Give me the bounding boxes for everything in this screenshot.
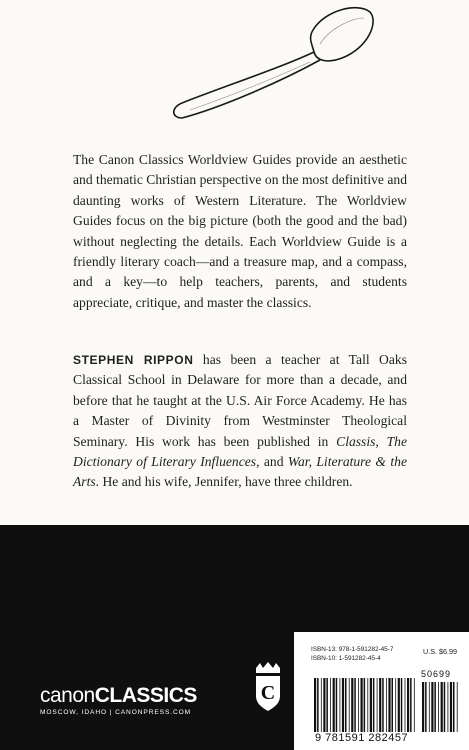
barcode-bar (340, 678, 341, 732)
barcode-bar (401, 678, 403, 732)
barcode-bar (392, 678, 394, 732)
barcode-bar (317, 678, 319, 732)
barcode-bar (342, 678, 344, 732)
bio-sep-1: , (375, 433, 387, 449)
barcode-bar (345, 678, 347, 732)
barcode-bar (425, 682, 427, 732)
isbn-13: ISBN-13: 978-1-591282-45-7 (311, 646, 394, 653)
publisher-wordmark: canonCLASSICS (40, 684, 197, 707)
bio-text-1: has been a teacher at Tall Oaks Classical School in Delaware for more than a decade, and before that he taught at the U.S. Air Force Academy. He has a Master of Divinity from Westminster Theological Seminary. His work has been published in (73, 352, 407, 449)
bio-work-dictionary: The Dictionary of Literary Influences (73, 433, 407, 470)
bio-work-war-literature: War, Literature & the Arts (73, 454, 407, 490)
publisher-location: MOSCOW, IDAHO | CANONPRESS.COM (40, 709, 192, 716)
barcode-bar (333, 678, 335, 732)
barcode-bar (453, 682, 455, 732)
barcode-bar (448, 682, 449, 732)
barcode-bar (398, 678, 400, 732)
barcode-bar (373, 678, 375, 732)
barcode-bar (382, 678, 384, 732)
barcode-bar (422, 682, 424, 732)
barcode-bar (450, 682, 452, 732)
price-label: U.S. $6.99 (423, 647, 457, 656)
barcode-digits: 9 781591 282457 (315, 732, 409, 744)
author-name: STEPHEN RIPPON (73, 353, 194, 367)
barcode-bar (364, 678, 366, 732)
barcode-bar (388, 678, 390, 732)
author-bio (73, 350, 407, 493)
barcode-bar (370, 678, 372, 732)
barcode-bar (321, 678, 322, 732)
barcode-bar (336, 678, 338, 732)
barcode-bar (377, 678, 378, 732)
barcode-bar (405, 678, 406, 732)
barcode-bar (351, 678, 353, 732)
barcode-bar (379, 678, 381, 732)
barcode-bar (434, 682, 436, 732)
barcode-bar (395, 678, 396, 732)
series-description: The Canon Classics Worldview Guides provide an aesthetic and thematic Christian perspective on the most definitive and daunting works of Western Literature. The Worldview Guides focus on the big picture (both the good and the bad) without neglecting the details. Each Worldview Guide is a friendly literary coach—and a treasure map, and a compass, and a key—to help teachers, parents, and students appreciate, critique, and master the classics. (73, 152, 407, 310)
barcode-bar (354, 678, 356, 732)
barcode-bar (429, 682, 430, 732)
barcode-bar (323, 678, 325, 732)
barcode-bar (367, 678, 368, 732)
spoon-illustration (130, 0, 380, 150)
barcode-bar (414, 678, 415, 732)
barcode-addon-number: 50699 (421, 669, 452, 679)
barcode-bar (330, 678, 331, 732)
barcode-bar (361, 678, 363, 732)
bio-work-classis: Classis (336, 433, 376, 449)
barcode-bar (431, 682, 433, 732)
barcode-bar (438, 682, 439, 732)
barcode-bar (457, 682, 458, 732)
barcode-bar (407, 678, 409, 732)
barcode-bar (314, 678, 316, 732)
barcode-bar (349, 678, 350, 732)
barcode-bar (410, 678, 412, 732)
barcode-bar (386, 678, 387, 732)
crown-crest-icon (253, 662, 283, 712)
bio-text-2: . He and his wife, Jennifer, have three children. (95, 474, 353, 490)
barcode-bar (444, 682, 446, 732)
isbn-10: ISBN-10: 1-591282-45-4 (311, 655, 381, 662)
publisher-logo (40, 685, 250, 716)
crest-letter: C (260, 682, 276, 704)
bio-sep-2: , and (256, 454, 288, 470)
barcode-bar (326, 678, 328, 732)
barcode-bar (358, 678, 359, 732)
barcode-bar (441, 682, 443, 732)
